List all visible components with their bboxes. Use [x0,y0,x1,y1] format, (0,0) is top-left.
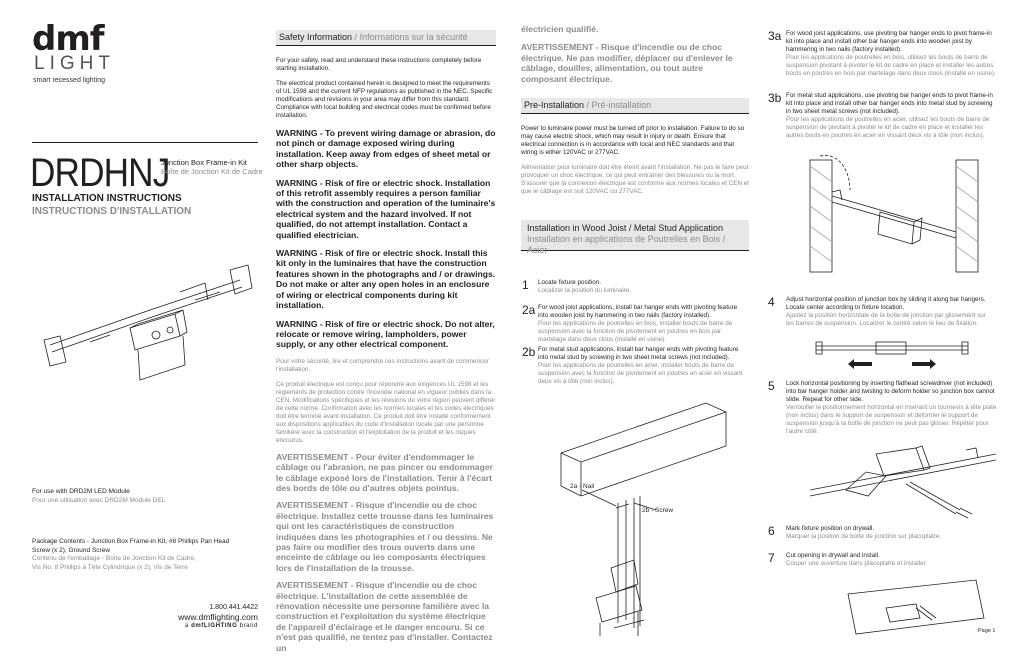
package-contents [32,538,262,572]
title-fr: INSTRUCTIONS D'INSTALLATION [32,206,192,217]
step-text [786,525,998,541]
step-number: 4 [768,295,775,309]
warning-en: WARNING - To prevent wiring damage or abrasion, do not pinch or damage exposed wiring during installation. Keep away from edges of sheet metal or other sharp objects. [276,128,496,170]
preinstall-header-fr: Pré-installation [591,100,652,111]
step-number: 1 [522,278,529,292]
step-text [538,279,748,295]
header-separator: / [584,100,592,111]
figure-joist-install [556,398,746,640]
warning-en: WARNING - Risk of fire or electric shock. Installation of this retrofit assembly requires a person familiar with the construction and operation of the luminaire's electrical system and the hazard involved. If not qualified, do not attempt installation. Contact a qualified electrician. [276,177,496,240]
figure-slide-box [812,338,972,374]
step-text-en: For wood joist applications, install bar hanger ends with pivoting feature into wooden joist by hammering in two nails (factory installed). [538,304,738,319]
step-text-fr: Pour les applications de poutrelles en bois, installer bouts de barre de suspension avec la fonction de pivotement en poutres en bois par martelage dans deux clous (installé en usine). [538,320,733,343]
step-text-fr: Couper une ouverture dans placoplatre et installer. [786,560,928,567]
installation-header-en: Installation in Wood Joist / Metal Stud Application [527,223,723,234]
warning-en: WARNING - Risk of fire or electric shock. Install this kit only in the luminaires that have the construction features shown in the photographs and / or drawings. Do not make or alter any open holes in an enclosure of wiring or electrical components during kit installation. [276,248,496,311]
product-name [161,158,263,176]
safety-intro-en: For your safety, read and understand these instructions completely before starting installation. [276,57,482,72]
safety-electrical-fr: Ce produit électrique est conçu pour répondre aux exigences UL 1598 et les règlements de protection contre l'incendie national en vigueur publiés dans la CEN. Modifications spécifiques et les révisions de votre région peuvent différer de cette norme. Confirmation avec les normes locales et les codes électriques doit être terminé avant installation. Ce produit doit être installé conformément aux dispositions applicables du code d'installation locale par une personne familière avec la construction et l'exploitation de la produit et les risques encourus. [276,380,496,444]
figure-label-screw: 2b - Screw [642,507,674,514]
figure-label-nail: 2a - Nail [570,483,595,490]
contents-en-line: Screw (x 2), Ground Screw [32,546,111,554]
warning-fr: AVERTISSEMENT - Risque d'incendie ou de choc électrique. L'installation de cette assemblée de rénovation nécessite une personne familière avec la construction et l'exploitation du système électrique de l'appareil d'éclairage et le danger encouru. Si ce n'est pas qualifié, ne tentez pas d'installer. Contactez un [276,580,493,653]
safety-header [276,30,496,46]
page-number: Page 1 [978,628,996,634]
brand-line-name: dmfLIGHTING [191,623,238,629]
brand-logo: dmf [32,19,104,59]
step-number: 2a [522,303,536,317]
step-text-en: For wood joist applications, use pivoting bar hanger ends to pivot frame-in kit into place and install other bar hanger ends into wooden joist by hammering in two nails (factory installed). [786,30,992,53]
step-text [786,92,998,140]
warning-fr: AVERTISSEMENT - Risque d'incendie ou de choc électrique. Ne pas modifier, déplacer ou d'enlever le câblage, douilles, alimentation, ou tout autre composant électrique. [521,42,733,84]
website-link[interactable]: www.dmflighting.com [178,612,258,622]
product-illustration [30,240,258,400]
safety-header-en: Safety Information [279,32,353,42]
arrow-left-icon [848,359,872,369]
contents-en-line: Package Contents - Junction Box Frame-in Kit, #8 Phillips Pan Head [32,538,230,545]
step-text-fr: Pour les applications de poutrelles en acier, utilisez les bouts de barre de suspension de pivotant à pivoter le kit de cadre en place et installer les autres bouts en poutres en acier en vissant deux vis à tôle (non inclus). [786,116,990,139]
use-note [32,488,165,505]
step-number: 6 [768,524,775,538]
step-text-en: Cut opening in drywall and install. [786,552,880,559]
installation-header [521,220,749,256]
step-number: 3a [768,29,782,43]
contents-fr-line: Vis No. 8 Phillips à Tête Cylindrique (x 2), Vis de Terre [32,563,188,571]
step-text-fr: Marquer la position de boîte de jonction sur placoplatre. [786,533,942,540]
brand-line-suffix: brand [239,623,258,629]
header-separator: / [352,32,360,42]
brand-tagline: smart recessed lighting [33,77,105,84]
contact-block [168,603,258,630]
preinstall-header-en: Pre-Installation [524,100,585,111]
step-text [538,346,748,386]
safety-header-fr: Informations sur la sécurité [359,32,468,42]
figure-lock-hanger [806,444,1006,520]
figure-pivot-hanger [790,152,1000,280]
safety-electrical-en: The electrical product contained herein is designed to meet the requirements of UL 1598 and the current NFP regulations as published in the NEC. Specific modifications and revisions in your area may differ from this standard. Compliance with local building and electrical codes must be confirmed before installation. [276,80,493,119]
title-en: INSTALLATION INSTRUCTIONS [32,193,182,204]
step-text-en: Lock horizontal positioning by inserting flathead screwdriver (not included) into bar hanger holder and twisting to deform holder so junction box cannot slide. Repeat for other side. [786,380,995,403]
step-text [786,296,986,328]
warning-en: WARNING - Risk of fire or electric shock. Do not alter, relocate or remove wiring, lampholders, power supply, or any other electrical component. [276,318,495,350]
arrow-right-icon [912,359,936,369]
step-number: 2b [522,345,536,359]
preinstall-header [521,98,749,114]
step-text-en: Adjust horizontal position of junction box by sliding it along bar hangers. Locate center according to fixture location. [786,296,986,311]
divider [32,142,258,143]
safety-section [276,30,496,653]
contents-fr-line: Contenu de l'emballage - Boîte de Jonction Kit de Cadre, [32,555,196,562]
warning-fr: AVERTISSEMENT - Pour éviter d'endommager le câblage ou l'abrasion, ne pas pincer ou endommager le câblage exposé lors de l'installation. Tenir à l'écart des bords de tôle ou d'autres objets pointus. [276,451,493,493]
warning-fr: AVERTISSEMENT - Risque d'incendie ou de choc électrique. Installez cette trousse dans les luminaires qui ont les caractéristiques de construction indiquées dans les photographies et / ou dessins. Ne pas faire ou modifier des trous ouverts dans une enceinte de câblage ou les composants électriques lors de l'installation de la trousse. [276,500,494,573]
step-text-fr: Ajustez la position horizontale de la boîte de jonction par glissement sur les barres de suspension. Localizer le centre selon le lieu de fixation. [786,312,986,327]
step-text [786,30,998,78]
use-fr: Pour une utilisation avec DRD2M Module DEL [32,496,166,504]
step-text-en: For metal stud applications, install bar hanger ends with pivoting feature into metal stud by screwing in two sheet metal screws (not included). [538,346,739,361]
step-text-fr: Verrouiller le positionnement horizontal en insérant un tournevis à tête plate (non inclus) dans le support de suspension et déformer le support de suspension jusqu'à la boîte de jonction ne peut pas glisser. Répéter pour l'autre côté. [786,404,997,435]
use-en: For use with DRD2M LED Module [32,488,130,495]
step-number: 3b [768,91,782,105]
preinstall-text-fr: Alimentation pour luminaire doit être éteint avant l'installation. Ne pas le faire peut provoquer un choc électrique, ce qui peut entraîner des blessures ou la mort. S'assurer que la connexion électrique est conforme aux normes locales et CEN et que le câblage est soit 120VAC ou 277VAC. [521,164,750,196]
step-text [538,304,748,344]
preinstall-text-en: Power to luminaire power must be turned off prior to installation. Failure to do so may cause electric shock, which may result in injury or death. Ensure that electrical connection is in accordance with local and NEC standards and that wiring is either 120VAC or 277VAC. [521,125,745,157]
installation-header-fr: Installation en applications de Poutrelles en Bois / Acier [527,234,726,256]
product-name-fr: Boîte de Jonction Kit de Cadre [161,167,263,176]
brand-line-prefix: a [184,623,189,629]
step-text-fr: Pour les applications de poutrelles en bois, utilisez les bouts de barre de suspension pivotant à pivoter le kit de cadre en place et installer les autres bouts en poutres en bois par martelage dans deux clous (installé en usine). [786,54,996,77]
brand-logo-light: LIGHT [34,53,115,74]
step-text-en: Locate fixture position. [538,279,602,286]
step-text [786,552,998,568]
step-number: 5 [768,379,775,393]
step-number: 7 [768,551,775,565]
step-text-en: For metal stud applications, use pivoting bar hanger ends to pivot frame-in kit into place and install other bar hanger ends into metal stud by screwing in two sheet metal screws (not included). [786,92,993,115]
phone-number: 1.800.441.4422 [209,604,258,611]
warning-fr-continued: électricien qualifié. [521,24,599,34]
step-text-en: Mark fixture position on drywall. [786,525,875,532]
column-3 [521,24,750,256]
safety-intro-fr: Pour votre sécurité, lire et comprendre ces instructions avant de commencer l'installation. [276,357,489,373]
step-text-fr: Pour les applications de poutrelles en acier, installer bouts de barre de suspension avec la fonction de pivotement en poutres en acier en vissant deux vis à tôle (non inclus). [538,362,743,385]
step-text [786,380,998,436]
model-number: DRDHNJ [30,151,170,195]
step-text-fr: Localizer la position du luminaire. [538,287,632,294]
brand-line [168,622,258,630]
product-name-en: Junction Box Frame-in Kit [161,158,247,167]
figure-drywall-cut [846,578,986,636]
